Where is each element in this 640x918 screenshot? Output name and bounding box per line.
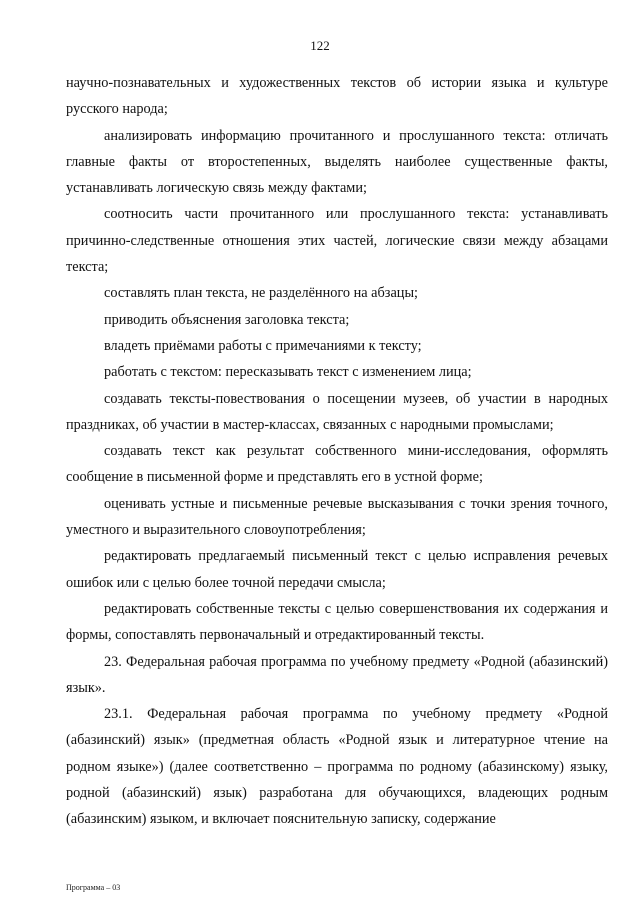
paragraph-3: соотносить части прочитанного или прослушанного текста: устанавливать причинно-следственные отношения этих частей, логические связи между абзацами текста;	[66, 206, 608, 276]
paragraph-1: научно-познавательных и художественных текстов об истории языка и культуре русского народа;	[66, 75, 608, 118]
paragraph-8: создавать тексты-повествования о посещении музеев, об участии в народных праздниках, об участии в мастер-классах, связанных с народными промыслами;	[66, 390, 608, 433]
section-heading-23: 23. Федеральная рабочая программа по учебному предмету «Родной (абазинский) язык».	[66, 653, 608, 696]
paragraph-9: создавать текст как результат собственного мини-исследования, оформлять сообщение в письменной форме и представлять его в устной форме;	[66, 443, 608, 486]
paragraph-11: редактировать предлагаемый письменный текст с целью исправления речевых ошибок или с целью более точной передачи смысла;	[66, 548, 608, 591]
paragraph-5: приводить объяснения заголовка текста;	[104, 311, 350, 328]
footer-label: Программа – 03	[66, 883, 121, 892]
page-number: 122	[310, 38, 330, 53]
paragraph-4: составлять план текста, не разделённого на абзацы;	[104, 285, 419, 302]
paragraph-2: анализировать информацию прочитанного и прослушанного текста: отличать главные факты от второстепенных, выделять наиболее существенные факты, устанавливать логическую связь между фактами;	[66, 127, 608, 197]
paragraph-6: владеть приёмами работы с примечаниями к тексту;	[104, 337, 422, 354]
paragraph-23-1: 23.1. Федеральная рабочая программа по учебному предмету «Родной (абазинский) язык» (предметная область «Родной язык и литературное чтение на родном языке») (далее соответственно – программа по родному (абазинскому) языку, родной (абазинский) язык) разработана для обучающихся, владеющих родным (абазинским) языком, и включает пояснительную записку, содержание	[66, 706, 608, 828]
paragraph-12: редактировать собственные тексты с целью совершенствования их содержания и формы, сопоставлять первоначальный и отредактированный тексты.	[66, 600, 608, 644]
document-body	[66, 70, 608, 833]
paragraph-10: оценивать устные и письменные речевые высказывания с точки зрения точного, уместного и выразительного словоупотребления;	[66, 495, 608, 539]
paragraph-7: работать с текстом: пересказывать текст с изменением лица;	[104, 364, 472, 381]
